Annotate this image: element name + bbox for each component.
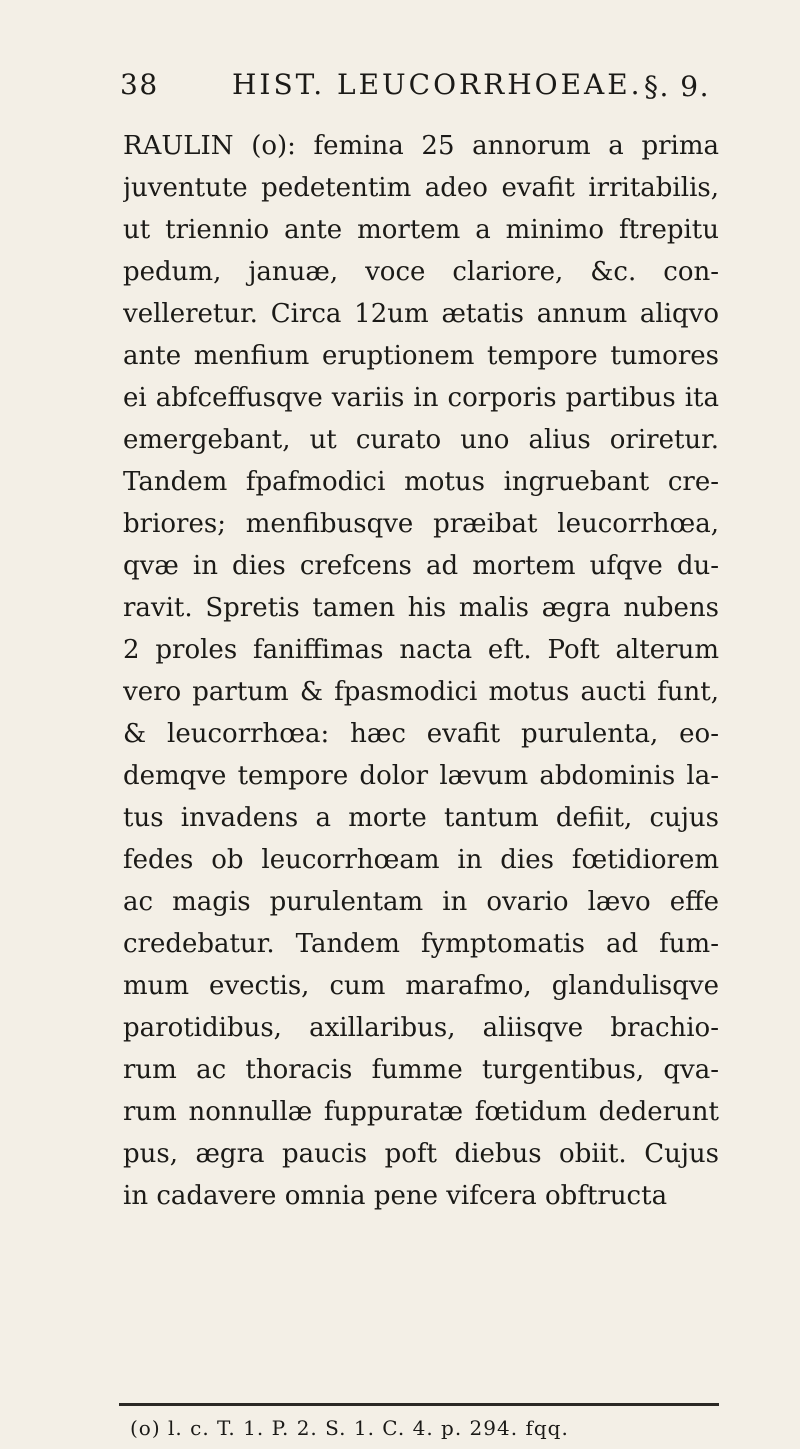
section-number: §. 9. — [643, 70, 710, 103]
text-line: vero partum & fpasmodici motus aucti funt, — [123, 677, 719, 707]
text-line: credebatur. Tandem fymptomatis ad fum- — [123, 929, 719, 959]
text-line: ac magis purulentam in ovario lævo effe — [123, 887, 719, 917]
text-line: Tandem fpafmodici motus ingruebant cre- — [123, 467, 719, 497]
text-line: briores; menfibusqve præibat leucorrhœa, — [123, 509, 719, 539]
page-number: 38 — [120, 68, 159, 101]
text-line: in cadavere omnia pene vifcera obftructa — [123, 1181, 668, 1211]
text-line: pus, ægra paucis poft diebus obiit. Cujus — [123, 1139, 719, 1169]
text-line: demqve tempore dolor lævum abdominis la- — [123, 761, 719, 791]
text-line: parotidibus, axillaribus, aliisqve brachio- — [123, 1013, 719, 1043]
footnote: (o) l. c. T. 1. P. 2. S. 1. C. 4. p. 294. fqq. — [130, 1416, 569, 1440]
text-line: ante menfium eruptionem tempore tumores — [123, 341, 719, 371]
text-line: pedum, januæ, voce clariore, &c. con- — [123, 257, 719, 287]
running-title: HIST. LEUCORRHOEAE. — [232, 68, 643, 101]
text-line: velleretur. Circa 12um ætatis annum aliqvo — [123, 299, 719, 329]
text-line: juventute pedetentim adeo evafit irritabilis, — [123, 173, 719, 203]
text-line: mum evectis, cum marafmo, glandulisqve — [123, 971, 719, 1001]
text-line: fedes ob leucorrhœam in dies fœtidiorem — [123, 845, 719, 875]
text-line: ut triennio ante mortem a minimo ftrepitu — [123, 215, 719, 245]
text-line: rum nonnullæ fuppuratæ fœtidum dederunt — [123, 1097, 719, 1127]
text-line: & leucorrhœa: hæc evafit purulenta, eo- — [123, 719, 719, 749]
text-line: RAULIN (o): femina 25 annorum a prima — [123, 131, 719, 161]
text-line: tus invadens a morte tantum defiit, cujus — [123, 803, 719, 833]
text-line: ravit. Spretis tamen his malis ægra nubens — [123, 593, 719, 623]
running-header — [120, 68, 710, 118]
text-line: emergebant, ut curato uno alius oriretur. — [123, 425, 719, 455]
text-line: qvæ in dies crefcens ad mortem ufqve du- — [123, 551, 719, 581]
text-line: rum ac thoracis fumme turgentibus, qva- — [123, 1055, 719, 1085]
text-line: 2 proles faniffimas nacta eft. Poft alterum — [123, 635, 719, 665]
footnote-divider — [119, 1403, 719, 1406]
body-text — [123, 125, 719, 1217]
text-line: ei abfceffusqve variis in corporis partibus ita — [123, 383, 719, 413]
